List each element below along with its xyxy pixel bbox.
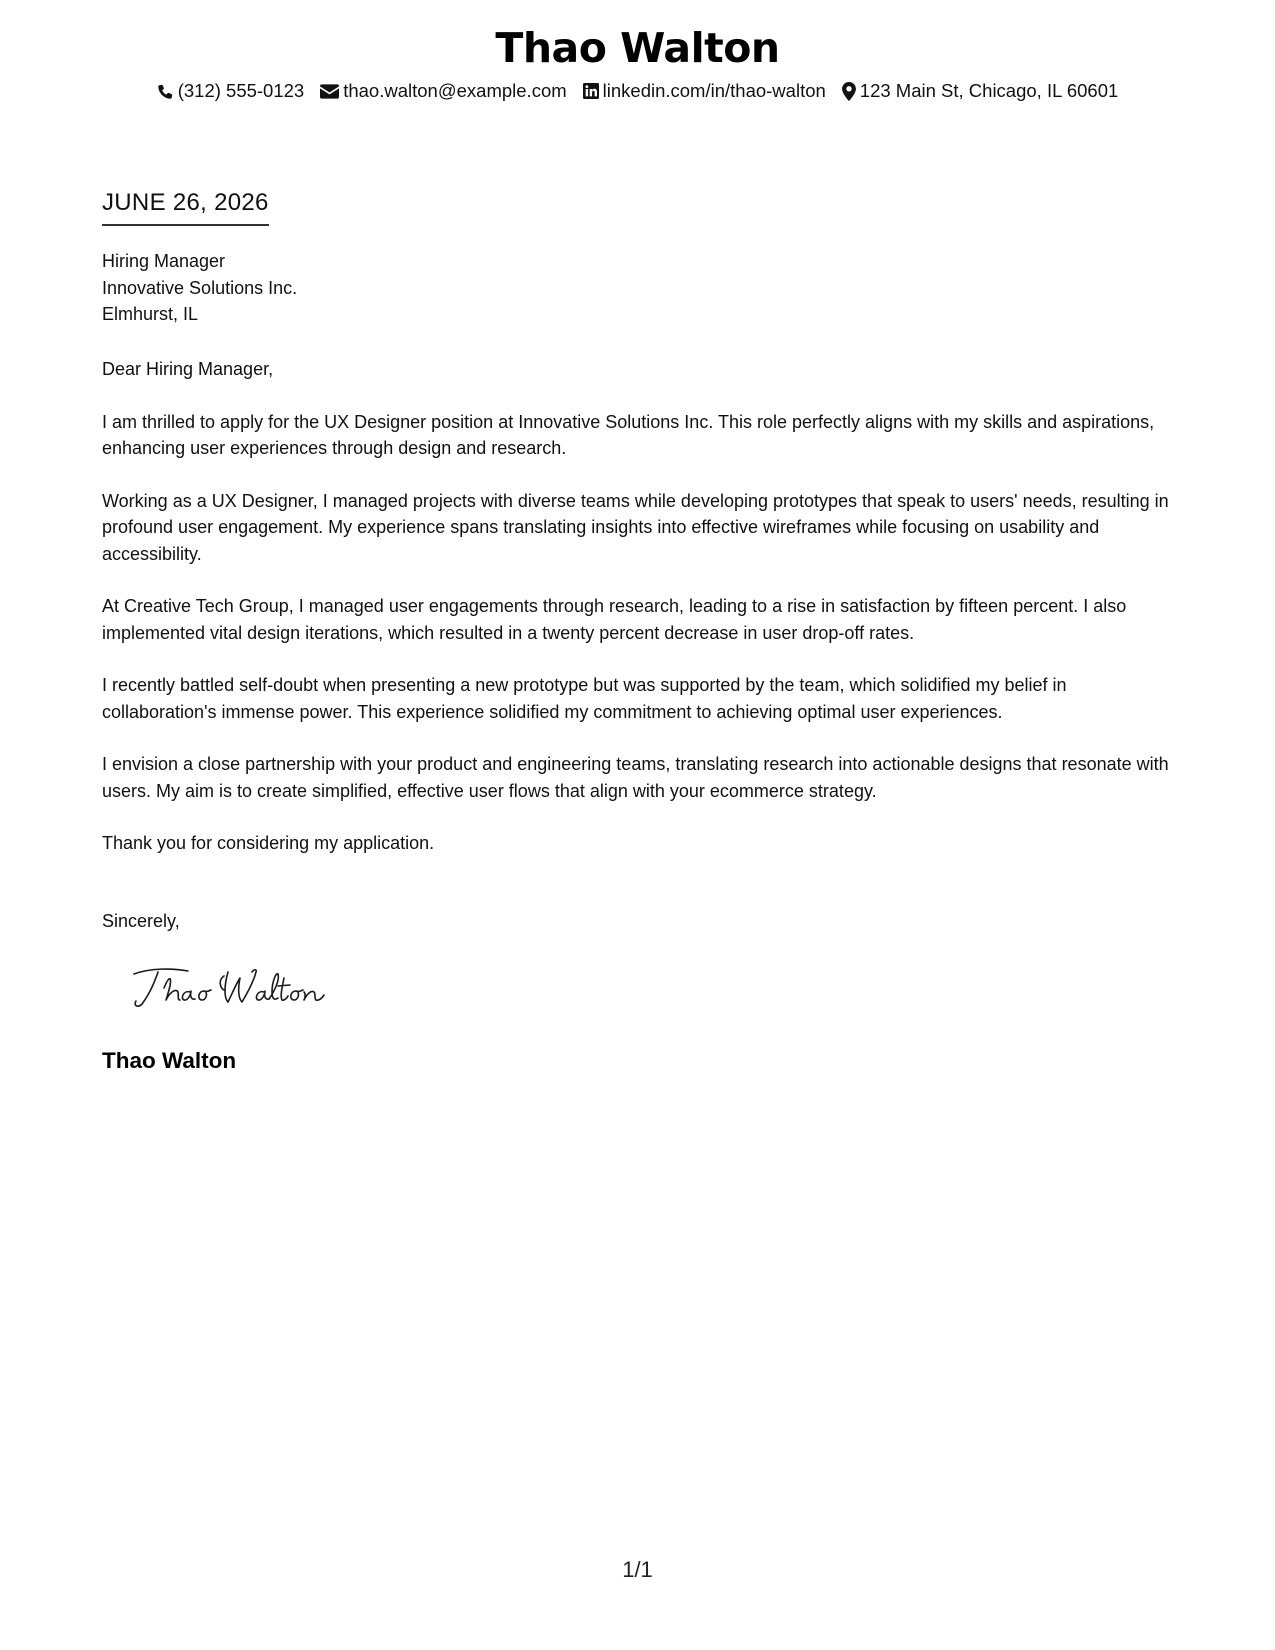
contact-linkedin-text: linkedin.com/in/thao-walton	[602, 80, 826, 101]
signature-name: Thao Walton	[102, 1048, 237, 1073]
letter-header	[0, 20, 1275, 103]
salutation: Dear Hiring Manager,	[102, 359, 274, 379]
body-paragraph: Working as a UX Designer, I managed projects with diverse teams while developing prototypes that speak to users' needs, resulting in profound user engagement. My experience spans translating insights into effective wireframes while focusing on usability and accessibility.	[102, 490, 1169, 564]
body-paragraph: Thank you for considering my application.	[102, 833, 435, 853]
envelope-icon	[320, 84, 339, 99]
contact-bar	[0, 79, 1275, 103]
applicant-name: Thao Walton	[495, 24, 780, 72]
contact-email[interactable]	[320, 79, 566, 103]
contact-phone	[157, 79, 305, 103]
recipient-title: Hiring Manager	[102, 251, 226, 271]
contact-email-text: thao.walton@example.com	[343, 80, 567, 101]
body-paragraph: I am thrilled to apply for the UX Designer position at Innovative Solutions Inc. This role perfectly aligns with my skills and aspirations, enhancing user experiences through design and research.	[102, 411, 1155, 458]
closing: Sincerely,	[102, 911, 180, 931]
recipient-block	[102, 248, 297, 328]
body-paragraph: I recently battled self-doubt when presenting a new prototype but was supported by the team, which solidified my belief in collaboration's immense power. This experience solidified my commitment to achieving optimal user experiences.	[102, 675, 1067, 722]
page-number: 1/1	[622, 1557, 653, 1582]
recipient-company: Innovative Solutions Inc.	[102, 277, 298, 298]
body-paragraph: At Creative Tech Group, I managed user engagements through research, leading to a rise in satisfaction by fifteen percent. I also implemented vital design iterations, which resulted in a twenty percent decrease in user drop-off rates.	[102, 596, 1127, 643]
contact-address	[842, 79, 1119, 103]
body-paragraph: I envision a close partnership with your product and engineering teams, translating research into actionable designs that resonate with users. My aim is to create simplified, effective user flows that align with your ecommerce strategy.	[102, 754, 1169, 801]
contact-linkedin[interactable]	[583, 79, 826, 103]
letter-date: JUNE 26, 2026	[102, 188, 269, 226]
recipient-location: Elmhurst, IL	[102, 304, 199, 324]
contact-address-text: 123 Main St, Chicago, IL 60601	[859, 80, 1119, 101]
linkedin-icon	[583, 83, 599, 99]
phone-icon	[157, 83, 174, 100]
contact-phone-text: (312) 555-0123	[177, 80, 305, 101]
letter-date-block	[102, 188, 269, 226]
letter-body	[102, 356, 1182, 883]
handwritten-signature	[128, 960, 338, 1016]
map-pin-icon	[842, 82, 856, 101]
